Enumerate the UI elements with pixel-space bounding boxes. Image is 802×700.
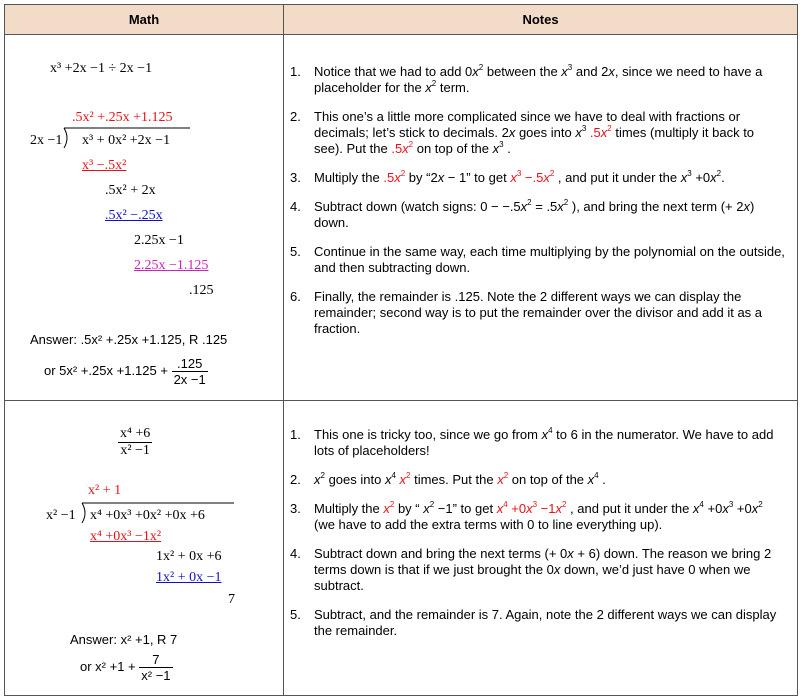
notes-header: Notes [522, 12, 559, 27]
math-header-cell [5, 5, 283, 34]
ex1-remainder-1: .5x² + 2x [105, 183, 156, 198]
ex2-note-4 [290, 546, 785, 594]
ex1-note-number: 5. [290, 244, 301, 259]
ex1-note-text: Subtract down (watch signs: $0 - -.5x^2 = .5x^2$ ), and bring the next term (+ 2x) down. [314, 198, 755, 230]
ex2-problem-fraction [118, 426, 152, 459]
ex1-note-3 [290, 170, 785, 186]
ex1-step3: 2.25x −1.125 [134, 258, 209, 273]
ex1-step2: .5x² −.25x [105, 208, 163, 223]
ex2-note-5 [290, 607, 785, 639]
ex1-remainder-2: 2.25x −1 [134, 233, 184, 248]
ex1-note-4 [290, 199, 785, 231]
math-header: Math [128, 12, 160, 27]
ex1-alt-denominator: 2x −1 [173, 372, 206, 387]
ex2-quotient: x² + 1 [88, 483, 122, 498]
ex2-note-text: Multiply the $x^2$ by “ $x^2 -1$” to get $x^4 +0x^3 -1x^2$ , and put it under the $x^4 +0x^3 +0x^2$ (we have to add the extra terms with 0 to line everything up). [314, 500, 763, 532]
ex2-alt-fraction [139, 652, 172, 683]
ex2-step2: 1x² + 0x −1 [156, 570, 222, 585]
notes-header-cell [284, 5, 797, 34]
row-divider [4, 400, 798, 401]
ex1-note-number: 2. [290, 109, 301, 124]
ex1-note-number: 1. [290, 64, 301, 79]
ex1-answer: Answer: .5x² +.25x +1.125, R .125 [30, 332, 228, 347]
ex2-note-text: Subtract, and the remainder is 7. Again, note the 2 different ways we can display the remainder. [314, 607, 777, 638]
ex2-divisor: x² −1 [46, 508, 76, 523]
ex1-note-6 [290, 289, 785, 337]
ex2-alt-denominator: x² −1 [141, 668, 171, 683]
ex1-note-number: 6. [290, 289, 301, 304]
ex1-note-number: 4. [290, 199, 301, 214]
ex1-note-2 [290, 109, 785, 157]
ex2-dividend: x⁴ +0x³ +0x² +0x +6 [90, 508, 205, 523]
ex2-remainder-1: 1x² + 0x +6 [156, 549, 222, 564]
ex1-problem: x³ +2x −1 ÷ 2x −1 [50, 61, 153, 76]
ex2-alt-prefix: or x² +1 + [80, 658, 136, 674]
ex2-note-number: 3. [290, 501, 301, 516]
ex1-note-text: Multiply the $.5x^2$ by “2x − 1” to get $x^3 -.5x^2$ , and put it under the $x^3 +0x^2$. [314, 169, 725, 185]
ex1-note-text: Notice that we had to add $0x^2$ between the $x^3$ and 2x, since we need to have a placeholder for the $x^2$ term. [314, 63, 763, 95]
ex1-note-5 [290, 244, 785, 276]
ex2-note-3 [290, 501, 785, 533]
ex1-step1: x³ −.5x² [82, 158, 127, 173]
ex1-note-1 [290, 64, 785, 96]
ex1-alt-numerator: .125 [172, 356, 208, 372]
column-divider [283, 4, 284, 696]
ex2-remainder-2: 7 [228, 592, 235, 607]
ex1-dividend: x³ + 0x² +2x −1 [82, 133, 171, 148]
ex2-answer: Answer: x² +1, R 7 [70, 632, 178, 647]
example-2-notes [290, 427, 785, 639]
example-1-notes [290, 64, 785, 337]
ex2-alt-numerator: 7 [139, 652, 172, 668]
ex2-note-2 [290, 472, 785, 488]
ex1-note-text: This one’s a little more complicated since we have to deal with fractions or decimals; let’s stick to decimals. 2x goes into $x^3$ $.5x^2$ times (multiply it back to see). Put the $.5x^2$ on top of the $x^3$ . [314, 109, 755, 156]
ex2-problem-numerator: x⁴ +6 [120, 426, 151, 441]
ex1-divisor: 2x −1 [30, 133, 63, 148]
ex2-note-number: 5. [290, 607, 301, 622]
ex1-alt-answer [44, 356, 208, 387]
ex1-note-number: 3. [290, 170, 301, 185]
ex1-note-text: Finally, the remainder is .125. Note the 2 different ways we can display the remainder; second way is to put the remainder over the divisor and add it as a fraction. [314, 289, 763, 336]
ex1-note-text: Continue in the same way, each time multiplying by the polynomial on the outside, and then subtracting down. [314, 244, 785, 275]
ex1-quotient: .5x² +.25x +1.125 [72, 110, 173, 125]
ex2-note-number: 2. [290, 472, 301, 487]
ex1-remainder-3: .125 [189, 283, 214, 298]
ex1-alt-prefix: or 5x² +.25x +1.125 + [44, 362, 168, 378]
ex2-note-number: 4. [290, 546, 301, 561]
ex2-note-1 [290, 427, 785, 459]
header-divider [4, 34, 798, 35]
ex2-note-text: $x^2$ goes into $x^4$ $x^2$ times. Put the $x^2$ on top of the $x^4$ . [314, 471, 606, 487]
ex2-problem-denominator: x² −1 [120, 443, 150, 458]
ex2-note-text: This one is tricky too, since we go from $x^4$ to 6 in the numerator. We have to add lots of placeholders! [314, 426, 774, 458]
ex2-alt-answer [80, 652, 173, 683]
ex2-step1: x⁴ +0x³ −1x² [90, 529, 162, 544]
ex2-note-text: Subtract down and bring the next terms (+ 0x + 6) down. The reason we bring 2 terms down is that if we just brought the 0x down, we’d just have 0 when we subtract. [314, 546, 772, 593]
ex2-note-number: 1. [290, 427, 301, 442]
ex1-alt-fraction [172, 356, 208, 387]
